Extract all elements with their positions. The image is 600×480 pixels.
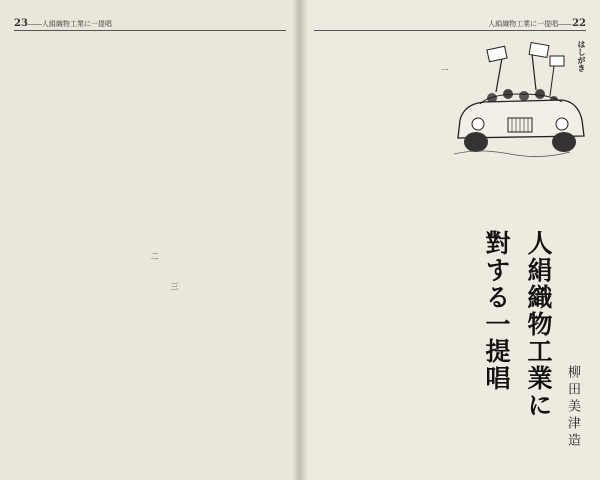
left-text-column-5 bbox=[100, 250, 190, 468]
left-text-column-6 bbox=[18, 250, 94, 468]
right-page-number: 22 bbox=[572, 18, 586, 29]
article-title bbox=[478, 230, 556, 419]
right-running-head-text: 人絹織物工業に一提唱―― bbox=[488, 20, 573, 28]
book-gutter bbox=[292, 0, 308, 480]
right-body-column bbox=[314, 250, 464, 468]
left-page-number: 23 bbox=[14, 18, 28, 29]
left-running-head-text: ――人絹織物工業に一提唱 bbox=[27, 20, 112, 28]
hashigaki-label: はしがき bbox=[577, 40, 587, 72]
title-line-2: 對する一提唱 bbox=[482, 230, 511, 392]
left-text-column-3 bbox=[18, 36, 94, 241]
left-text-column-1 bbox=[196, 36, 286, 241]
left-section-mark-3: 三 bbox=[170, 282, 179, 290]
right-running-head bbox=[488, 18, 586, 29]
car-parade-illustration bbox=[450, 40, 590, 160]
right-header-rule bbox=[314, 30, 586, 31]
left-text-column-2 bbox=[100, 36, 190, 241]
left-section-mark-2: 二 bbox=[150, 252, 159, 260]
right-page bbox=[300, 0, 600, 480]
right-section-mark-1: 一 bbox=[440, 66, 449, 74]
left-header-rule bbox=[14, 30, 286, 31]
title-line-1: 人絹織物工業に bbox=[524, 230, 553, 419]
author-name: 柳田美津造 bbox=[565, 365, 580, 450]
left-text-column-4 bbox=[196, 250, 286, 468]
left-running-head bbox=[14, 18, 112, 29]
